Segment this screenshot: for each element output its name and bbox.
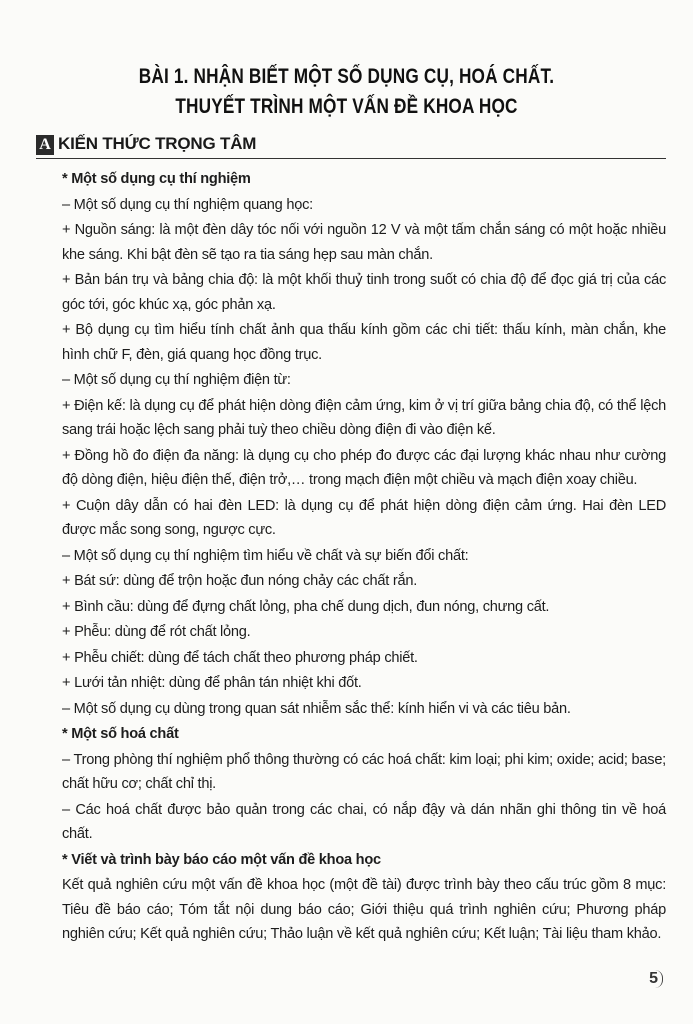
paragraph: + Cuộn dây dẫn có hai đèn LED: là dụng cụ để phát hiện dòng điện cảm ứng. Hai đèn LED được mắc song song, ngược cực. xyxy=(62,497,666,538)
paragraph: + Bản bán trụ và bảng chia độ: là một khối thuỷ tinh trong suốt có chia độ để đọc giá trị của các góc tới, góc khúc xạ, góc phản xạ. xyxy=(62,272,666,313)
paragraph: + Bình cầu: dùng để đựng chất lỏng, pha chế dung dịch, đun nóng, chưng cất. xyxy=(62,598,550,615)
paragraph: + Bát sứ: dùng để trộn hoặc đun nóng chảy các chất rắn. xyxy=(62,573,418,589)
subheading: * Viết và trình bày báo cáo một vấn đề khoa học xyxy=(62,851,381,868)
paragraph: + Phễu chiết: dùng để tách chất theo phương pháp chiết. xyxy=(62,649,418,666)
section-badge: A xyxy=(36,135,54,155)
subheading: * Một số hoá chất xyxy=(62,726,179,742)
subheading: * Một số dụng cụ thí nghiệm xyxy=(62,171,251,187)
paragraph: + Phễu: dùng để rót chất lỏng. xyxy=(62,624,251,640)
paragraph: – Trong phòng thí nghiệm phổ thông thường có các hoá chất: kim loại; phi kim; oxide; acid; base; chất hữu cơ; chất chỉ thị. xyxy=(62,751,666,792)
section-label: KIẾN THỨC TRỌNG TÂM xyxy=(58,134,257,153)
paragraph: + Bộ dụng cụ tìm hiểu tính chất ảnh qua thấu kính gồm các chi tiết: thấu kính, màn chắn, khe hình chữ F, đèn, giá quang học đồng trục. xyxy=(62,322,666,363)
paragraph: – Các hoá chất được bảo quản trong các chai, có nắp đậy và dán nhãn ghi thông tin về hoá chất. xyxy=(62,801,666,842)
paragraph: – Một số dụng cụ dùng trong quan sát nhiễm sắc thể: kính hiển vi và các tiêu bản. xyxy=(62,700,571,717)
section-header xyxy=(36,132,666,159)
paragraph: + Đồng hồ đo điện đa năng: là dụng cụ cho phép đo được các đại lượng khác nhau như cường độ dòng điện, hiệu điện thế, điện trở,… trong mạch điện một chiều và mạch điện xoay chiều. xyxy=(62,447,666,488)
paragraph: – Một số dụng cụ thí nghiệm quang học: xyxy=(62,196,313,213)
lesson-title-line-1: BÀI 1. NHẬN BIẾT MỘT SỐ DỤNG CỤ, HOÁ CHẤT. xyxy=(138,65,555,88)
paragraph: + Lưới tản nhiệt: dùng để phân tán nhiệt khi đốt. xyxy=(62,675,362,691)
paragraph: + Điện kế: là dụng cụ để phát hiện dòng điện cảm ứng, kim ở vị trí giữa bảng chia độ, có thể lệch sang trái hoặc lệch sang phải tuỳ theo chiều dòng điện đi vào điện kế. xyxy=(62,397,666,438)
paragraph: – Một số dụng cụ thí nghiệm điện từ: xyxy=(62,372,291,388)
paragraph: – Một số dụng cụ thí nghiệm tìm hiểu về chất và sự biến đổi chất: xyxy=(62,547,469,564)
page-number: 5 xyxy=(649,970,663,988)
paragraph: + Nguồn sáng: là một đèn dây tóc nối với nguồn 12 V và một tấm chắn sáng có một hoặc nhiều khe sáng. Khi bật đèn sẽ tạo ra tia sáng hẹp sau màn chắn. xyxy=(62,222,666,263)
lesson-title xyxy=(62,62,630,122)
body-content xyxy=(62,166,666,948)
lesson-title-line-2: THUYẾT TRÌNH MỘT VẤN ĐỀ KHOA HỌC xyxy=(175,95,518,118)
paragraph: Kết quả nghiên cứu một vấn đề khoa học (một đề tài) được trình bày theo cấu trúc gồm 8 mục: Tiêu đề báo cáo; Tóm tắt nội dung báo cáo; Giới thiệu quá trình nghiên cứu; Phương pháp nghiên cứu; Kết quả nghiên cứu; Thảo luận về kết quả nghiên cứu; Kết luận; Tài liệu tham khảo. xyxy=(62,877,666,942)
